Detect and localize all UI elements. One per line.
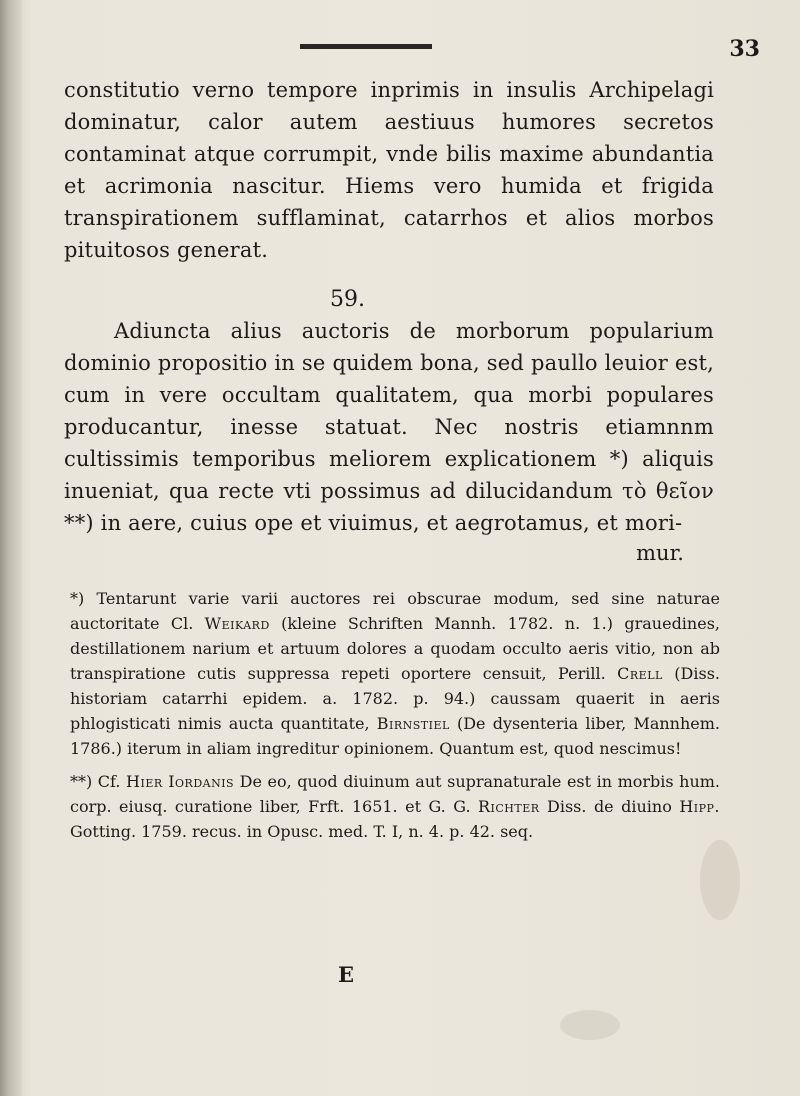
footnote-author-name: Hipp. — [679, 797, 720, 816]
footnote-author-name: Richter — [478, 797, 540, 816]
footnote-author-name: Iordanis — [168, 772, 235, 791]
footnote-text: Diss. de diuino — [539, 797, 680, 816]
paragraph-main — [64, 315, 714, 539]
paper-stain — [560, 1010, 620, 1040]
footnote-text: De eo, quod diuinum aut supranaturale est in morbis hum. corp. eiusq. curatione liber, Frft. 1651. et G. G. — [70, 772, 721, 816]
footnote-author-name: Birnstiel — [376, 714, 450, 733]
footnote-text: (kleine Schriften Mannh. 1782. n. 1.) grauedines, destillationem narium et artuum dolores a quodam occulto aeris vitio, non ab transpiratione cutis suppressa repeti oportere censuit, Perill. — [70, 614, 720, 683]
footnote — [70, 769, 720, 844]
footnote-mark: *) — [70, 589, 97, 608]
footnote-text: Cf. — [97, 772, 127, 791]
paragraph-main-text: Adiuncta alius auctoris de morborum popularium dominio propositio in se quidem bona, sed paullo leuior est, cum in vere occultam qualitatem, qua morbi populares producantur, inesse statuat. Nec nostris etiamnnm cultissimis temporibus meliorem explicationem *) aliquis inueniat, qua recte vti possimus ad dilucidandum τὸ θεῖον **) in aere, cuius ope et viuimus, et aegrotamus, et mori- — [64, 319, 714, 535]
paragraph-end: mur. — [636, 541, 684, 565]
footnote-text: Gotting. 1759. recus. in Opusc. med. T. I, n. 4. p. 42. seq. — [70, 822, 534, 841]
footnote-text: Tentarunt varie varii auctores rei obscurae modum, sed sine naturae auctoritate Cl. — [70, 589, 721, 633]
paragraph-continued: constitutio verno tempore inprimis in insulis Archipelagi dominatur, calor autem aestiuus humores secretos contaminat atque corrumpit, vnde bilis maxime abundantia et acrimonia nascitur. Hiems vero humida et frigida transpirationem sufflaminat, catarrhos et alios morbos pituitosos generat. — [64, 78, 714, 262]
footnote-author-name: Weikard — [204, 614, 270, 633]
page-number: 33 — [729, 36, 760, 62]
footnote-mark: **) — [70, 772, 98, 791]
page-gutter — [0, 0, 22, 1096]
footnote-text: (Diss. historiam catarrhi epidem. a. 1782. p. 94.) caussam quaerit in aeris phlogisticati nimis aucta quantitate, — [70, 664, 721, 733]
footnotes — [70, 586, 720, 844]
header-rule — [300, 44, 432, 49]
paper-stain — [700, 840, 740, 920]
footnote-author-name: Crell — [617, 664, 663, 683]
footnote — [70, 586, 720, 761]
section-number: 59. — [330, 287, 365, 312]
signature-mark: E — [338, 962, 355, 987]
footnote-author-name: Hier — [126, 772, 163, 791]
footnote-text: (De dysenteria liber, Mannhem. 1786.) iterum in aliam ingreditur opinionem. Quantum est, quod nescimus! — [70, 714, 720, 758]
